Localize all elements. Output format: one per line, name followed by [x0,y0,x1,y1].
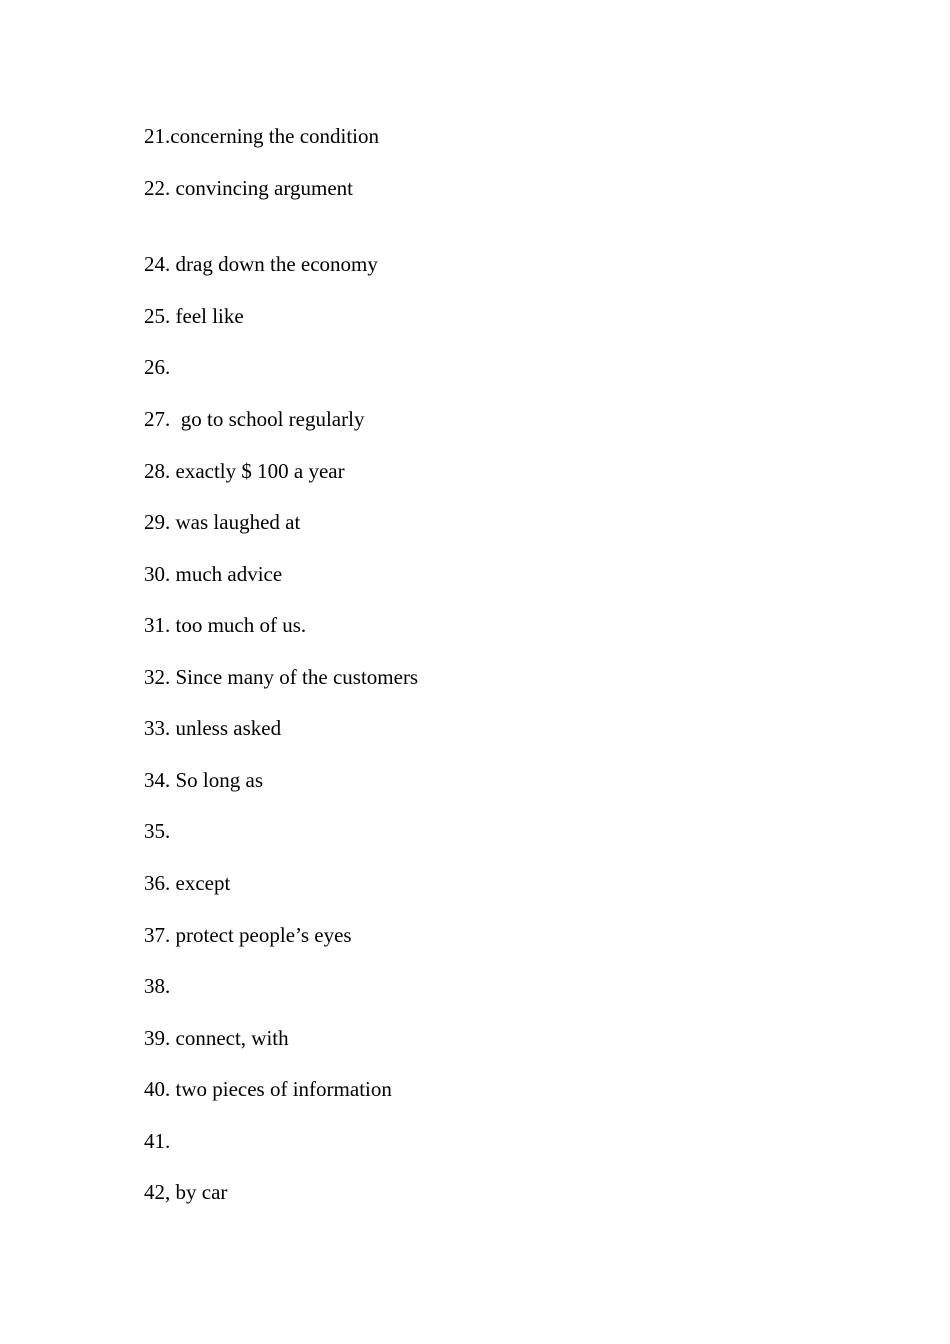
answer-line: 41. [144,1129,171,1153]
answer-line: 25. feel like [144,304,244,328]
answer-line: 35. [144,819,171,843]
answer-line: 21.concerning the condition [144,124,380,148]
answer-line: 26. [144,355,171,379]
answer-line: 36. except [144,871,231,895]
answer-line: 29. was laughed at [144,510,301,534]
answer-line: 39. connect, with [144,1026,289,1050]
answer-line: 24. drag down the economy [144,252,378,276]
answer-line: 42, by car [144,1180,228,1204]
answer-line: 34. So long as [144,768,264,792]
answer-line: 32. Since many of the customers [144,665,419,689]
answer-line: 31. too much of us. [144,613,307,637]
answer-line: 33. unless asked [144,716,282,740]
answer-line: 38. [144,974,171,998]
answer-line: 30. much advice [144,562,283,586]
answer-line: 22. convincing argument [144,176,353,200]
answer-line: 28. exactly $ 100 a year [144,459,345,483]
answer-line: 40. two pieces of information [144,1077,392,1101]
answer-line: 37. protect people’s eyes [144,923,352,947]
answer-line: 27. go to school regularly [144,407,365,431]
